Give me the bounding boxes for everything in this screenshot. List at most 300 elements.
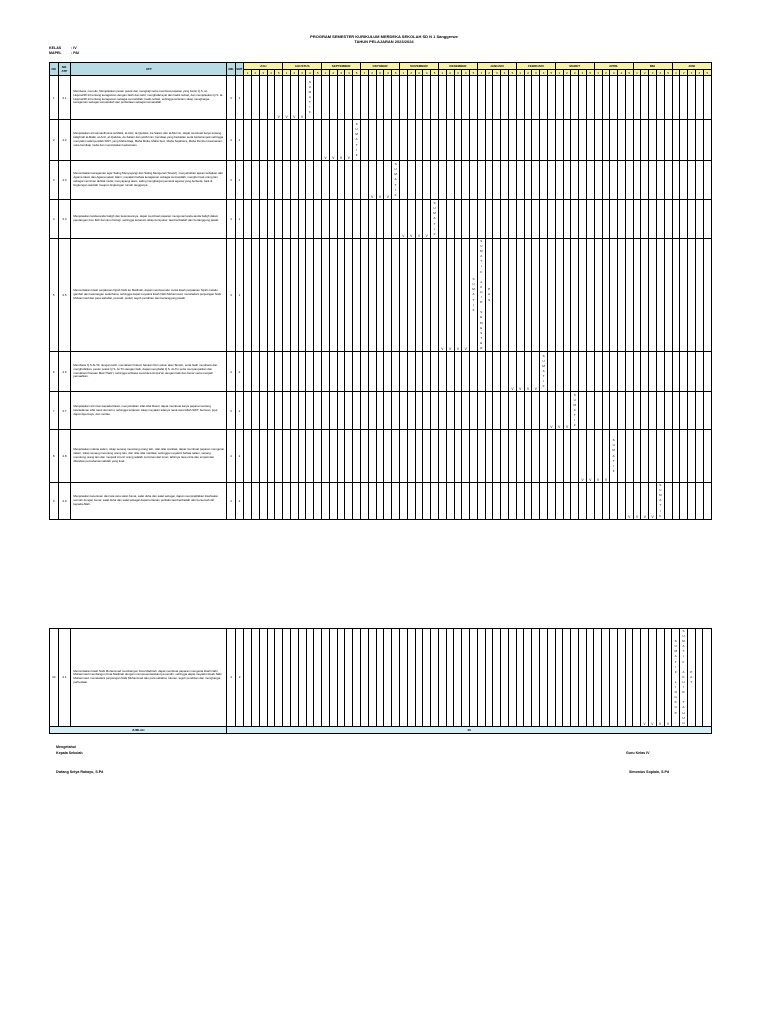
week-cell (368, 120, 376, 161)
col-atp-header: ATP (71, 63, 227, 76)
week-cell (703, 629, 712, 727)
week-cell (353, 200, 361, 239)
week-cell (509, 239, 517, 352)
week-cell (329, 430, 337, 483)
week-cell (610, 392, 618, 430)
atp-description: Menceritakan keragaman agar Saling Menyayangi dan Saling Mengenal (Ta'aruf), menyebutkan ajaran kebaikan dari Agama Islam dan Agama selain Islam; meyakini bahwa keragaman sebagai sunnatullah, menghormati orang lain sebagai cerminan akhlak mulia; menyayangi alam, saling menghargai pemeluk agama yang berbeda, baik di lingkungan sekolah maupun lingkungan rumah tangganya. (71, 161, 227, 200)
week-cell (625, 200, 633, 239)
sumatif-marker: S U M A T I F (470, 239, 478, 352)
atp-description: Membaca Q.S At-Tin dengan tartil, memahami hukum bacaan Nun sukun atau Tanwin, serta fasih membaca dan menghafalkan, pesan pokok Q.S. At-Tin dengan baik, dapat menghafal Q.S. At-Tin serta menyampaikan dan memahami bacaan Mad Thabi'i, sehingga terbiasa membaca Al-Qur'an dengan baik dan benar serta menjadi pemaafkan. (71, 352, 227, 392)
week-number: 2 (641, 70, 649, 76)
week-cell (571, 76, 579, 120)
week-cell (298, 392, 306, 430)
week-cell (672, 120, 680, 161)
week-cell (353, 76, 361, 120)
week-cell (680, 76, 688, 120)
week-cell (610, 483, 618, 520)
week-cell (275, 200, 283, 239)
week-cell (462, 76, 470, 120)
week-cell (547, 352, 555, 392)
week-cell (703, 76, 711, 120)
week-cell (688, 76, 696, 120)
week-cell (563, 161, 571, 200)
week-cell (610, 161, 618, 200)
week-cell (314, 629, 322, 727)
week-cell (555, 76, 563, 120)
sumatif-marker: S U M A T I F (610, 430, 618, 483)
week-cell (384, 392, 392, 430)
mapel-line (49, 51, 79, 55)
week-cell (485, 76, 493, 120)
week-cell (469, 629, 477, 727)
jumlah-row (50, 726, 712, 733)
week-cell (361, 352, 369, 392)
week-cell (672, 239, 680, 352)
week-cell (431, 239, 439, 352)
sumatif-marker: S U M A T I F A K H I R T A H U N (680, 629, 688, 727)
week-number: 2 (407, 70, 415, 76)
week-cell (625, 239, 633, 352)
week-cell (703, 392, 711, 430)
week-cell (454, 430, 462, 483)
week-cell (547, 76, 555, 120)
check-mark: V (407, 200, 415, 239)
week-number: 4 (656, 70, 664, 76)
week-cell (664, 483, 672, 520)
week-cell (283, 120, 291, 161)
week-cell (618, 239, 626, 352)
week-cell (337, 483, 345, 520)
week-cell (680, 430, 688, 483)
check-mark: V (641, 483, 649, 520)
week-number: 1 (516, 70, 524, 76)
week-cell (446, 629, 454, 727)
week-cell (259, 430, 267, 483)
week-cell (267, 239, 275, 352)
week-cell (306, 239, 314, 352)
week-cell (594, 629, 602, 727)
week-cell (493, 200, 501, 239)
week-cell (259, 483, 267, 520)
week-cell (470, 483, 478, 520)
check-mark: V (329, 120, 337, 161)
week-cell (259, 120, 267, 161)
week-cell (415, 483, 423, 520)
atp-description: Menceritakan kisah Nabi Muhammad membangun Kota Madinah, dapat membuat paparan mengenai kisah Nabi Muhammad membangun Kota Madinah dengan mempresentasikannya sendiri, sehingga dapat meyakini kisah Nabi Muhammad, meneladani perjuangan Nabi Muhammad dan para sahabat, toleran, teguh pendirian dan menghargai perbedaan. (71, 629, 227, 727)
week-cell (695, 352, 703, 392)
check-mark: V (345, 120, 353, 161)
week-cell (283, 392, 291, 430)
kelas-value: : IV (71, 46, 77, 50)
header-row (50, 63, 712, 70)
week-cell (633, 120, 641, 161)
month-header: JULI (244, 63, 283, 70)
col-smt-header: SMT (235, 63, 244, 76)
week-cell (392, 430, 400, 483)
mengetahui-label: Mengetahui (56, 745, 76, 749)
check-mark: V (532, 352, 540, 392)
week-cell (563, 629, 571, 727)
week-cell (423, 120, 431, 161)
week-number: 1 (322, 70, 330, 76)
week-cell (244, 200, 252, 239)
week-cell (477, 76, 485, 120)
week-cell (376, 483, 384, 520)
week-cell (656, 76, 664, 120)
week-cell (368, 430, 376, 483)
week-cell (298, 120, 306, 161)
week-cell (399, 629, 407, 727)
week-cell (579, 120, 587, 161)
week-cell (571, 352, 579, 392)
jumlah-value: 36 (227, 726, 712, 733)
week-cell (470, 392, 478, 430)
week-cell (509, 430, 517, 483)
atp-description: Menjelaskan tanda-tanda baligh dan ketentuannya, dapat membuat paparan mengenai tanda-tanda baligh dalam pandangan ilmu fikih dan ilmu biologi, sehingga tertanam sikap bersyukur, taat beribadah dan bertanggung jawab. (71, 200, 227, 239)
week-number: 1 (244, 70, 252, 76)
kelas-line (49, 46, 77, 50)
month-header: OKTOBER (361, 63, 400, 70)
check-mark: V (384, 161, 392, 200)
check-mark: V (625, 483, 633, 520)
week-number: 1 (672, 70, 680, 76)
week-cell (407, 239, 415, 352)
week-cell (625, 352, 633, 392)
check-mark: V (322, 120, 330, 161)
week-cell (314, 76, 322, 120)
week-cell (649, 352, 657, 392)
week-cell (579, 239, 587, 352)
week-cell (329, 392, 337, 430)
week-cell (532, 483, 540, 520)
week-cell (384, 200, 392, 239)
week-cell (571, 483, 579, 520)
week-number: 1 (477, 70, 485, 76)
month-header: MEI (633, 63, 672, 70)
week-cell (695, 239, 703, 352)
week-cell (345, 200, 353, 239)
week-cell (392, 200, 400, 239)
week-cell (555, 239, 563, 352)
sumatif-marker: S U M A T I F (353, 120, 361, 161)
week-cell (633, 76, 641, 120)
week-cell (454, 352, 462, 392)
week-number: 4 (618, 70, 626, 76)
week-cell (368, 200, 376, 239)
check-mark: V (579, 430, 587, 483)
week-cell (501, 483, 509, 520)
week-cell (547, 161, 555, 200)
week-cell (290, 483, 298, 520)
week-cell (602, 629, 610, 727)
week-number: 3 (649, 70, 657, 76)
week-cell (368, 483, 376, 520)
check-mark: V (524, 352, 532, 392)
week-cell (509, 76, 517, 120)
week-cell (259, 629, 267, 727)
week-cell (431, 161, 439, 200)
week-cell (322, 392, 330, 430)
week-cell (252, 629, 260, 727)
week-cell (392, 352, 400, 392)
week-number: 3 (532, 70, 540, 76)
week-cell (532, 120, 540, 161)
week-cell (259, 392, 267, 430)
row-number: 5 (50, 239, 59, 352)
week-cell (516, 392, 524, 430)
week-number: 3 (571, 70, 579, 76)
week-cell (602, 120, 610, 161)
week-number: 4 (540, 70, 548, 76)
week-cell (415, 161, 423, 200)
week-cell (399, 161, 407, 200)
week-cell (415, 120, 423, 161)
week-number: 2 (485, 70, 493, 76)
week-cell (477, 430, 485, 483)
week-cell (602, 239, 610, 352)
week-cell (547, 483, 555, 520)
week-cell (625, 629, 633, 727)
week-cell (485, 392, 493, 430)
week-cell (586, 483, 594, 520)
week-cell (501, 200, 509, 239)
week-cell (290, 352, 298, 392)
week-cell (415, 239, 423, 352)
week-cell (322, 239, 330, 352)
week-cell (353, 161, 361, 200)
week-number: 3 (259, 70, 267, 76)
week-cell (656, 430, 664, 483)
week-cell (306, 483, 314, 520)
week-cell (392, 120, 400, 161)
col-jml-header: JML (227, 63, 236, 76)
check-mark: V (462, 239, 470, 352)
week-cell (431, 430, 439, 483)
week-cell (633, 430, 641, 483)
week-cell (493, 629, 501, 727)
week-cell (462, 120, 470, 161)
atp-row (50, 392, 712, 430)
week-number: 1 (361, 70, 369, 76)
week-cell (672, 430, 680, 483)
week-cell (524, 629, 532, 727)
week-cell (384, 120, 392, 161)
week-cell (540, 629, 548, 727)
week-cell (625, 392, 633, 430)
smt-value: 2 (235, 352, 244, 392)
check-mark: V (337, 120, 345, 161)
week-cell (618, 483, 626, 520)
week-cell (322, 430, 330, 483)
week-cell (493, 76, 501, 120)
week-cell (524, 161, 532, 200)
week-cell (703, 483, 711, 520)
week-cell (306, 120, 314, 161)
sumatif-marker: S U M A T I F (306, 76, 314, 120)
atp-row (50, 120, 712, 161)
week-cell (579, 352, 587, 392)
week-cell (368, 392, 376, 430)
week-cell (594, 483, 602, 520)
week-cell (586, 352, 594, 392)
week-cell (680, 352, 688, 392)
week-cell (540, 392, 548, 430)
week-cell (695, 430, 703, 483)
atp-row (50, 629, 712, 727)
week-cell (579, 392, 587, 430)
week-cell (594, 239, 602, 352)
week-number: 2 (252, 70, 260, 76)
week-cell (267, 161, 275, 200)
week-cell (649, 200, 657, 239)
week-cell (462, 392, 470, 430)
week-cell (470, 120, 478, 161)
atp-row (50, 352, 712, 392)
week-cell (524, 239, 532, 352)
week-cell (415, 629, 423, 727)
week-number: 5 (431, 70, 439, 76)
week-cell (244, 483, 252, 520)
atp-code: 4.5 (58, 239, 71, 352)
week-cell (345, 239, 353, 352)
week-cell (485, 352, 493, 392)
week-cell (431, 483, 439, 520)
check-mark: V (648, 629, 656, 727)
week-cell (470, 352, 478, 392)
week-cell (633, 161, 641, 200)
check-mark: V (664, 629, 672, 727)
week-cell (688, 483, 696, 520)
week-cell (306, 392, 314, 430)
week-cell (664, 200, 672, 239)
week-cell (477, 161, 485, 200)
week-cell (641, 352, 649, 392)
jml-value: 4 (227, 239, 236, 352)
week-cell (361, 483, 369, 520)
week-cell (267, 483, 275, 520)
week-cell (252, 200, 260, 239)
week-cell (361, 200, 369, 239)
week-cell (649, 239, 657, 352)
atp-row (50, 483, 712, 520)
week-cell (540, 76, 548, 120)
sumatif-marker: S U M A T I F L I N G K U P (672, 629, 680, 727)
week-cell (376, 120, 384, 161)
week-cell (361, 161, 369, 200)
jml-value: 4 (227, 483, 236, 520)
jml-value: 4 (227, 200, 236, 239)
week-cell (688, 392, 696, 430)
month-header: JANUARI (477, 63, 516, 70)
week-cell (633, 239, 641, 352)
week-cell (329, 200, 337, 239)
week-cell (485, 161, 493, 200)
week-cell (578, 629, 586, 727)
week-cell (625, 430, 633, 483)
week-cell (283, 430, 291, 483)
week-number: 4 (267, 70, 275, 76)
week-cell (283, 352, 291, 392)
week-cell (649, 161, 657, 200)
week-cell (407, 161, 415, 200)
week-cell (516, 120, 524, 161)
week-cell (602, 200, 610, 239)
week-number: 5 (625, 70, 633, 76)
week-cell (555, 161, 563, 200)
document-subtitle: TAHUN PELAJARAN 2023/2024 (354, 39, 414, 44)
week-cell (306, 200, 314, 239)
week-cell (314, 352, 322, 392)
smt-value: 1 (235, 120, 244, 161)
row-number: 6 (50, 352, 59, 392)
week-cell (571, 200, 579, 239)
week-cell (540, 430, 548, 483)
week-cell (446, 430, 454, 483)
week-cell (594, 352, 602, 392)
week-cell (547, 120, 555, 161)
week-number: 5 (664, 70, 672, 76)
week-cell (688, 161, 696, 200)
week-cell (267, 392, 275, 430)
week-cell (656, 392, 664, 430)
week-cell (524, 392, 532, 430)
week-cell (688, 239, 696, 352)
week-cell (524, 430, 532, 483)
check-mark: V (290, 76, 298, 120)
week-cell (392, 239, 400, 352)
week-cell (555, 120, 563, 161)
week-cell (680, 161, 688, 200)
row-number: 7 (50, 392, 59, 430)
jml-value: 3 (227, 392, 236, 430)
atp-code: 4.8 (58, 430, 71, 483)
week-cell (563, 430, 571, 483)
week-cell (446, 352, 454, 392)
week-number: 4 (423, 70, 431, 76)
week-cell (376, 76, 384, 120)
week-cell (703, 161, 711, 200)
week-cell (493, 352, 501, 392)
week-cell (275, 239, 283, 352)
week-cell (641, 430, 649, 483)
week-cell (407, 483, 415, 520)
week-cell (633, 352, 641, 392)
week-number: 5 (392, 70, 400, 76)
week-cell (485, 430, 493, 483)
jml-value: 4 (227, 352, 236, 392)
atp-code: 4.3 (58, 161, 71, 200)
week-cell (618, 392, 626, 430)
week-cell (454, 483, 462, 520)
atp-code: 4.9 (58, 483, 71, 520)
week-cell (306, 161, 314, 200)
week-cell (664, 392, 672, 430)
check-mark: V (438, 239, 446, 352)
smt-value: 1 (235, 239, 244, 352)
week-cell (485, 483, 493, 520)
week-cell (664, 161, 672, 200)
week-cell (353, 352, 361, 392)
week-cell (423, 239, 431, 352)
week-cell (267, 120, 275, 161)
week-cell (298, 430, 306, 483)
atp-description: Membaca, menulis, Menjelaskan pesan pokok dan mengkaji serta membuat paparan yang berisi Q.S. al-Hujurat/49:13 tentang keragaman dengan fasih dan tartil, menghafal ayat dan hadis terkait, dan menjelaskan Q.S. al-Hujurat/49:13 tentang keragaman sebagai sunnatullah; hadis terkait, sehingga tertanam sikap menghargai keragaman sebagai sunnatullah dan perbedaan sebagai sunnatullah. (71, 76, 227, 120)
week-cell (470, 76, 478, 120)
week-number: 2 (524, 70, 532, 76)
week-cell (252, 483, 260, 520)
week-cell (361, 120, 369, 161)
smt-value: 1 (235, 76, 244, 120)
